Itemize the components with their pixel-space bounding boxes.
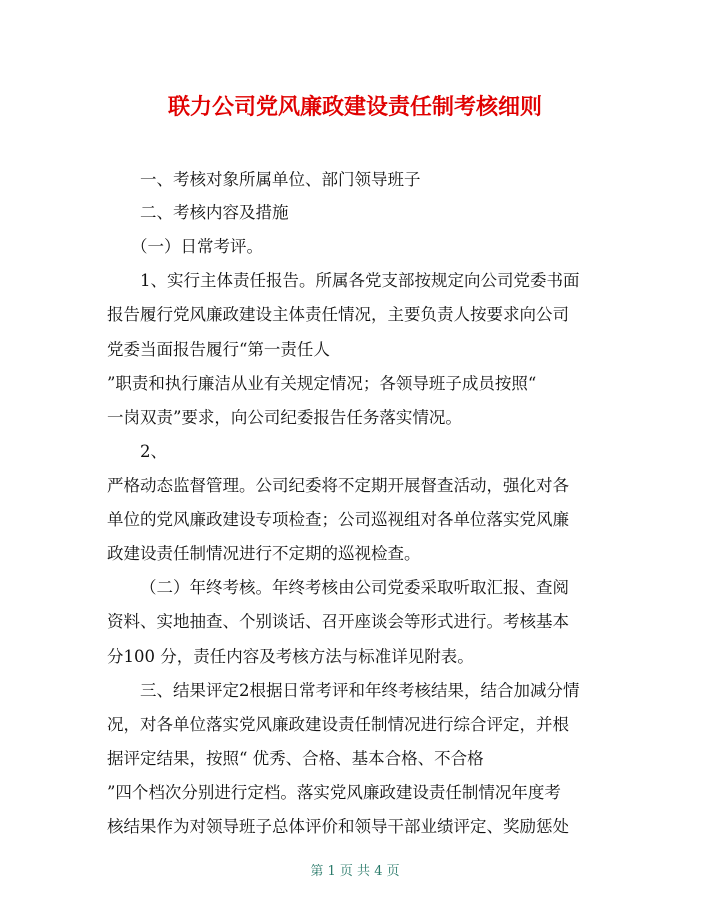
body-line: 核结果作为对领导班子总体评价和领导干部业绩评定、奖励惩处: [107, 817, 569, 836]
body-line: ”四个档次分别进行定档。落实党风廉政建设责任制情况年度考: [107, 783, 561, 802]
body-line: 二、考核内容及措施: [140, 203, 289, 222]
body-line: 1、实行主体责任报告。所属各党支部按规定向公司党委书面: [140, 271, 580, 290]
body-line: 报告履行党风廉政建设主体责任情况，主要负责人按要求向公司: [107, 305, 569, 324]
body-line: 三、结果评定2根据日常考评和年终考核结果，结合加减分情: [140, 681, 580, 700]
body-line: （二）年终考核。年终考核由公司党委采取听取汇报、查阅: [140, 578, 569, 597]
body-line: （一）日常考评。: [131, 237, 263, 256]
document-title: 联力公司党风廉政建设责任制考核细则: [167, 95, 542, 120]
body-line: 一岗双责”要求，向公司纪委报告任务落实情况。: [107, 408, 462, 427]
body-line: 党委当面报告履行“第一责任人: [107, 340, 330, 359]
body-line: 政建设责任制情况进行不定期的巡视检查。: [107, 544, 421, 563]
page-footer: 第 1 页 共 4 页: [310, 864, 400, 879]
body-line: 资料、实地抽查、个别谈话、召开座谈会等形式进行。考核基本: [107, 612, 569, 631]
body-line: 据评定结果，按照“ 优秀、合格、基本合格、不合格: [107, 749, 484, 768]
body-line: 严格动态监督管理。公司纪委将不定期开展督查活动，强化对各: [107, 476, 569, 495]
body-line: 单位的党风廉政建设专项检查；公司巡视组对各单位落实党风廉: [107, 510, 569, 529]
body-line: 况，对各单位落实党风廉政建设责任制情况进行综合评定，并根: [107, 715, 569, 734]
body-line: 一、考核对象所属单位、部门领导班子: [140, 170, 421, 189]
body-line: 2、: [140, 442, 167, 461]
body-line: 分100 分，责任内容及考核方法与标准详见附表。: [107, 647, 474, 666]
body-line: ”职责和执行廉洁从业有关规定情况；各领导班子成员按照“: [107, 374, 537, 393]
